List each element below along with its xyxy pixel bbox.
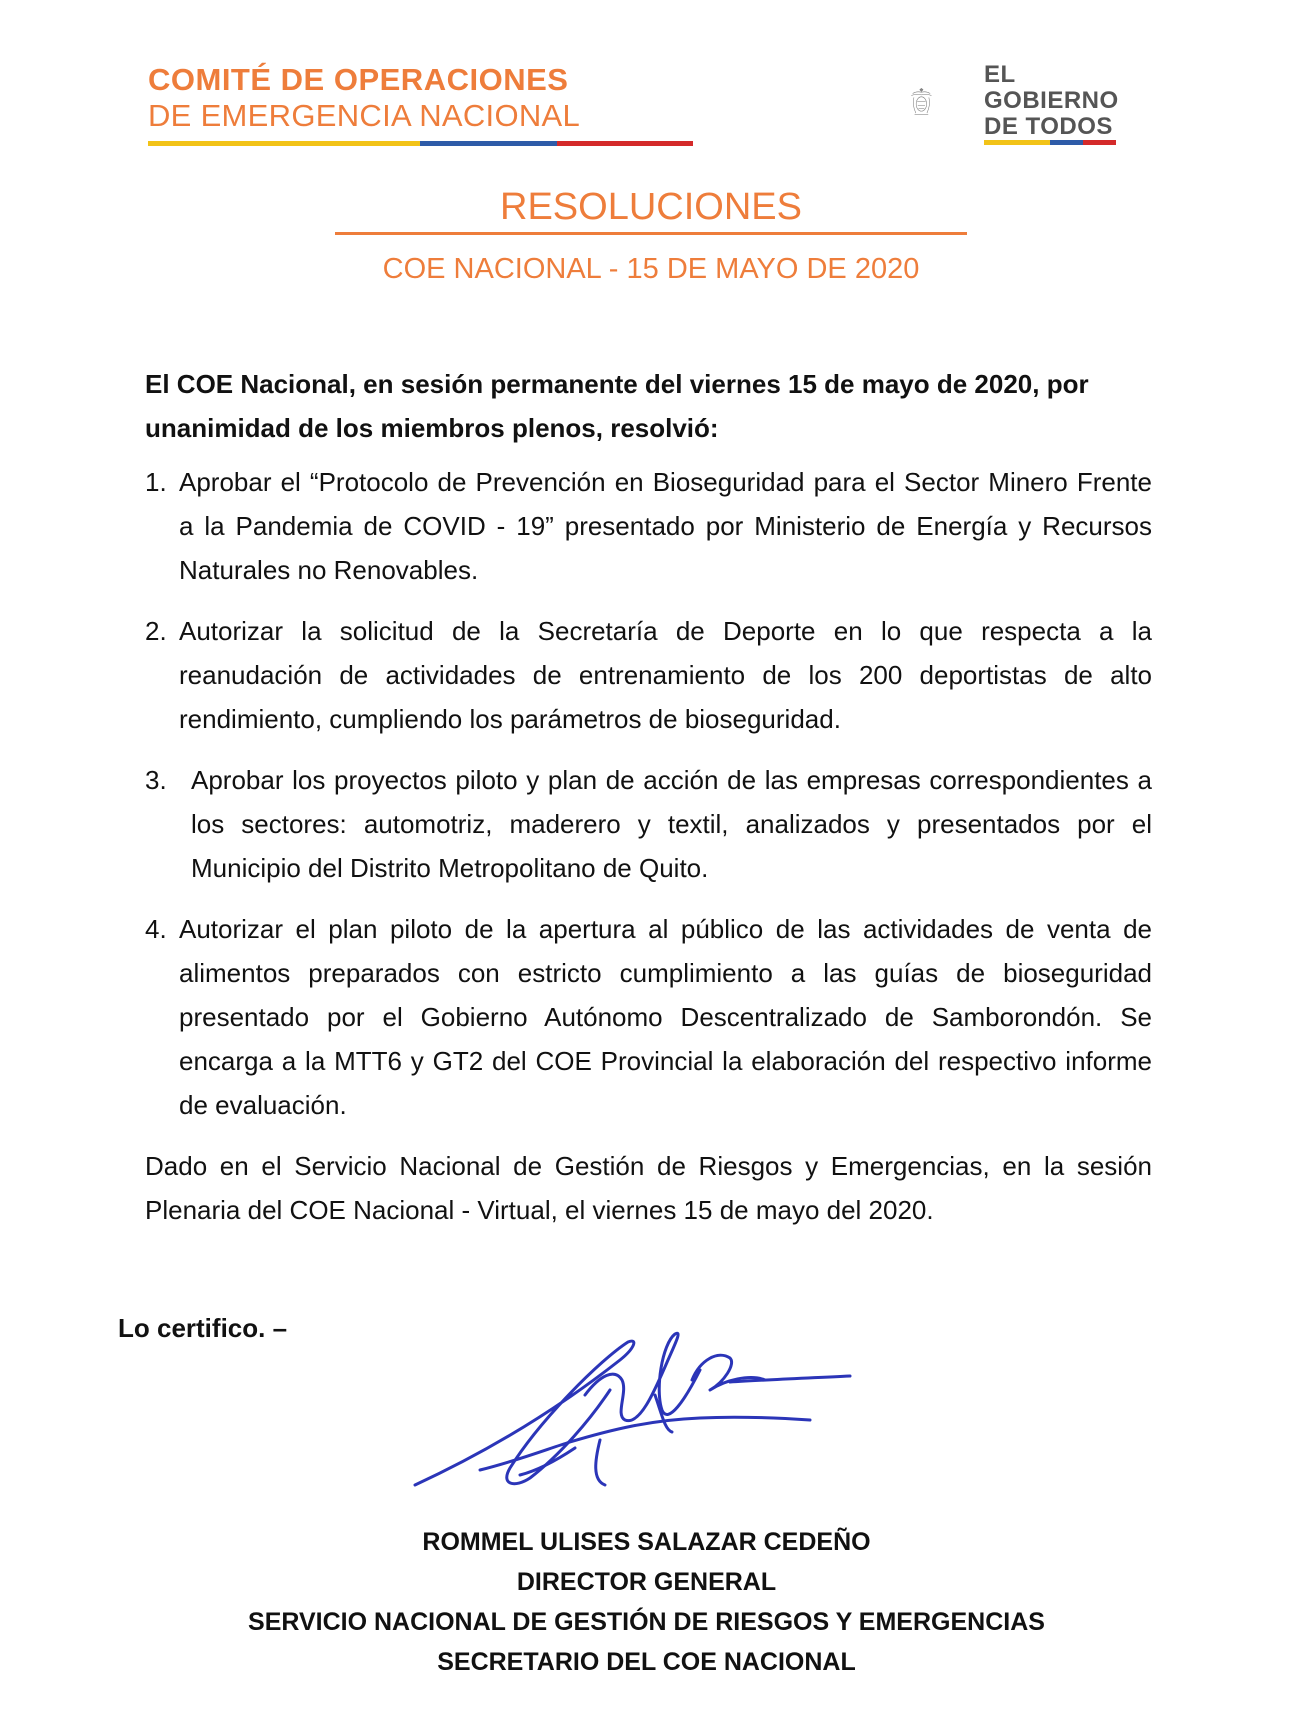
gov-logo-line2: GOBIERNO (984, 87, 1119, 114)
list-item (145, 460, 1152, 592)
signatory-secondary-role: SECRETARIO DEL COE NACIONAL (437, 1648, 856, 1676)
item-number: 1. (145, 467, 167, 497)
item-number: 4. (145, 914, 167, 944)
item-number: 2. (145, 616, 167, 646)
gov-logo-text (984, 62, 1119, 140)
signatory-name: ROMMEL ULISES SALAZAR CEDEÑO (422, 1528, 871, 1556)
org-name-line2: DE EMERGENCIA NACIONAL (148, 98, 581, 133)
org-name-line1: COMITÉ DE OPERACIONES (148, 62, 569, 97)
item-text: Aprobar el “Protocolo de Prevención en Bioseguridad para el Sector Minero Frente a la Pandemia de COVID - 19” presentado por Ministerio de Energía y Recursos Naturales no Renovables. (179, 467, 1152, 585)
page-title: RESOLUCIONES (500, 186, 802, 228)
resolution-body (145, 362, 1152, 1258)
page-subtitle: COE NACIONAL - 15 DE MAYO DE 2020 (382, 253, 920, 285)
title-underline (335, 232, 967, 235)
gov-logo-line3: DE TODOS (984, 113, 1113, 140)
header-flag-bar (148, 141, 693, 146)
gov-logo-line1: EL (984, 61, 1016, 88)
signature-icon (400, 1320, 870, 1500)
list-item (145, 609, 1152, 741)
signatory-role: DIRECTOR GENERAL (516, 1568, 777, 1596)
certification-line: Lo certifico. – (118, 1313, 288, 1343)
list-item (145, 758, 1152, 890)
item-number: 3. (145, 765, 167, 795)
list-item (145, 907, 1152, 1127)
item-text: Autorizar el plan piloto de la apertura al público de las actividades de venta de alimentos preparados con estricto cumplimiento a las guías de bioseguridad presentado por el Gobierno Autónomo Descentralizado de Samborondón. Se encarga a la MTT6 y GT2 del COE Provincial la elaboración del respectivo informe de evaluación. (179, 914, 1152, 1120)
signatory-institution: SERVICIO NACIONAL DE GESTIÓN DE RIESGOS Y EMERGENCIAS (248, 1608, 1045, 1636)
item-text: Autorizar la solicitud de la Secretaría de Deporte en lo que respecta a la reanudación de actividades de entrenamiento de los 200 deportistas de alto rendimiento, cumpliendo los parámetros de bioseguridad. (179, 616, 1152, 734)
item-text: Aprobar los proyectos piloto y plan de acción de las empresas correspondientes a los sectores: automotriz, maderero y textil, analizados y presentados por el Municipio del Distrito Metropolitano de Quito. (191, 765, 1152, 883)
gov-flag-bar (984, 140, 1116, 145)
intro-paragraph: El COE Nacional, en sesión permanente del viernes 15 de mayo de 2020, por unanimidad de los miembros plenos, resolvió: (145, 369, 1089, 443)
closing-paragraph: Dado en el Servicio Nacional de Gestión de Riesgos y Emergencias, en la sesión Plenaria del COE Nacional - Virtual, el viernes 15 de mayo del 2020. (145, 1151, 1152, 1225)
coat-of-arms-icon (910, 60, 980, 146)
org-name (148, 62, 580, 134)
signatory-block (140, 1522, 1153, 1682)
